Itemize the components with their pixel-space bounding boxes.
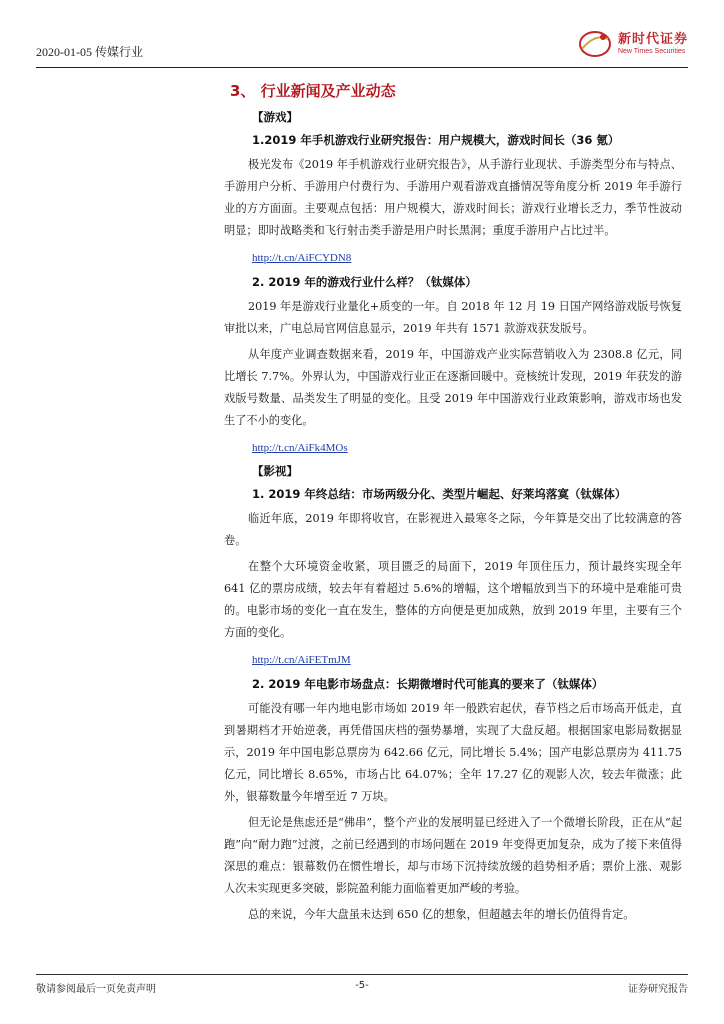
footer-divider (36, 974, 688, 975)
news-title: 2. 2019 年的游戏行业什么样？（钛媒体） (252, 275, 477, 289)
category-tag-games: 【游戏】 (252, 110, 298, 124)
news-paragraph: 但无论是焦虑还是“佛串”，整个产业的发展明显已经进入了一个微增长阶段，正在从“起跑”向“耐力跑”过渡，之前已经遇到的市场问题在 2019 年变得更加复杂，成为了接下来值得深思的难点：银幕数仍在惯性增长，却与市场下沉持续放缓的趋势相矛盾；票价上涨、观影人次未实现更多突破，影院盈利能力面临着更加严峻的考验。 (224, 816, 682, 895)
company-logo (578, 26, 688, 62)
news-link[interactable]: http://t.cn/AiFk4MOs (252, 442, 348, 454)
news-paragraph: 总的来说，今年大盘虽未达到 650 亿的想象，但超越去年的增长仍值得肯定。 (248, 908, 635, 921)
section-title: 3、 行业新闻及产业动态 (230, 82, 396, 100)
logo-chinese-name: 新时代证券 (617, 32, 688, 47)
news-paragraph: 临近年底，2019 年即将收官，在影视进入最寒冬之际，今年算是交出了比较满意的答卷。 (224, 512, 682, 547)
logo-emblem-icon (578, 29, 612, 59)
news-paragraph: 从年度产业调查数据来看，2019 年，中国游戏产业实际营销收入为 2308.8 亿元，同比增长 7.7%。外界认为，中国游戏行业正在逐渐回暖中。竞核统计发现，2019 年获发的游戏版号数量、品类发生了明显的变化。且受 2019 年中国游戏行业政策影响，游戏市场也发生了不小的变化。 (224, 348, 682, 427)
logo-english-name: New Times Securities (617, 48, 686, 55)
news-link[interactable]: http://t.cn/AiFCYDN8 (252, 252, 352, 264)
page-footer (36, 978, 688, 998)
news-paragraph: 2019 年是游戏行业量化+质变的一年。自 2018 年 12 月 19 日国产网络游戏版号恢复审批以来，广电总局官网信息显示，2019 年共有 1571 款游戏获发版号。 (224, 300, 682, 335)
news-title: 1.2019 年手机游戏行业研究报告：用户规模大，游戏时间长（36 氪） (252, 133, 620, 147)
news-paragraph: 可能没有哪一年内地电影市场如 2019 年一般跌宕起伏，春节档之后市场高开低走，直到暑期档才开始逆袭，再凭借国庆档的强势暴增，实现了大盘反超。根据国家电影局数据显示，2019 年中国电影总票房为 642.66 亿元，同比增长 5.4%；国产电影总票房为 411.75 亿元，同比增长 8.65%，市场占比 64.07%；全年 17.27 亿的观影人次，较去年微涨；此外，银幕数量今年增至近 7 万块。 (224, 702, 682, 803)
disclaimer-note: 敬请参阅最后一页免责声明 (36, 984, 156, 995)
news-paragraph: 在整个大环境资金收紧，项目匮乏的局面下，2019 年顶住压力，预计最终实现全年 641 亿的票房成绩，较去年有着超过 5.6%的增幅，这个增幅放到当下的环境中是难能可贵的。电影市场的变化一直在发生，整体的方向便是更加成熟，放到 2019 年里，主要有三个方面的变化。 (224, 560, 682, 639)
news-title: 2. 2019 年电影市场盘点：长期微增时代可能真的要来了（钛媒体） (252, 677, 604, 691)
main-content (44, 74, 682, 930)
page-header (36, 26, 688, 66)
report-type: 证券研究报告 (628, 984, 688, 995)
category-tag-film: 【影视】 (252, 464, 298, 478)
page-number: -5- (355, 980, 369, 991)
header-date-industry: 2020-01-05 传媒行业 (36, 45, 143, 59)
news-link[interactable]: http://t.cn/AiFETmJM (252, 654, 351, 666)
news-title: 1. 2019 年终总结：市场两级分化、类型片崛起、好莱坞落寞（钛媒体） (252, 487, 627, 501)
news-paragraph: 极光发布《2019 年手机游戏行业研究报告》，从手游行业现状、手游类型分布与特点、手游用户分析、手游用户付费行为、手游用户观看游戏直播情况等角度分析 2019 年手游行业的方方面面。主要观点包括：用户规模大，游戏时间长；游戏行业增长乏力，季节性波动明显；即时战略类和飞行射击类手游是用户时长黑洞；重度手游用户占比过半。 (224, 158, 682, 237)
header-divider (36, 67, 688, 68)
